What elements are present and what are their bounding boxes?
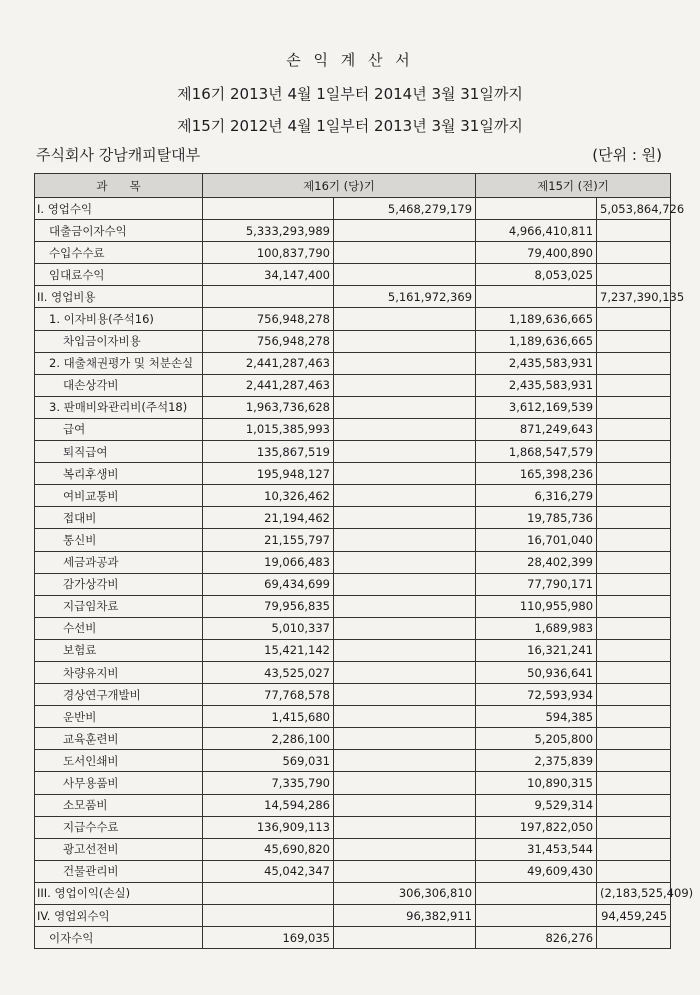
previous-detail-amount: 49,609,430 (476, 860, 597, 882)
previous-total-amount: (2,183,525,409) (597, 882, 671, 904)
current-total-amount (334, 750, 476, 772)
current-detail-amount: 136,909,113 (203, 816, 334, 838)
row-label: 지급임차료 (35, 595, 203, 617)
current-total-amount (334, 441, 476, 463)
current-total-amount (334, 595, 476, 617)
previous-total-amount (597, 860, 671, 882)
previous-detail-amount: 72,593,934 (476, 684, 597, 706)
previous-detail-amount: 165,398,236 (476, 463, 597, 485)
current-detail-amount: 169,035 (203, 927, 334, 949)
current-detail-amount: 569,031 (203, 750, 334, 772)
period-current: 제16기 2013년 4월 1일부터 2014년 3월 31일까지 (177, 85, 523, 103)
current-total-amount (334, 794, 476, 816)
current-detail-amount (203, 882, 334, 904)
current-detail-amount: 1,415,680 (203, 706, 334, 728)
previous-total-amount (597, 485, 671, 507)
current-total-amount (334, 772, 476, 794)
row-label: 교육훈련비 (35, 728, 203, 750)
current-detail-amount (203, 286, 334, 308)
current-detail-amount: 2,286,100 (203, 728, 334, 750)
previous-detail-amount: 4,966,410,811 (476, 220, 597, 242)
table-row (35, 905, 671, 927)
current-detail-amount: 43,525,027 (203, 661, 334, 683)
current-total-amount (334, 264, 476, 286)
previous-total-amount (597, 220, 671, 242)
previous-detail-amount: 50,936,641 (476, 661, 597, 683)
table-row (35, 639, 671, 661)
previous-detail-amount: 19,785,736 (476, 507, 597, 529)
table-row (35, 352, 671, 374)
current-total-amount (334, 661, 476, 683)
previous-total-amount (597, 507, 671, 529)
table-row (35, 264, 671, 286)
current-detail-amount: 2,441,287,463 (203, 374, 334, 396)
table-row (35, 750, 671, 772)
previous-detail-amount: 16,321,241 (476, 639, 597, 661)
table-row (35, 794, 671, 816)
row-label: 사무용품비 (35, 772, 203, 794)
previous-total-amount: 7,237,390,135 (597, 286, 671, 308)
current-total-amount: 306,306,810 (334, 882, 476, 904)
row-label: IV. 영업외수익 (35, 905, 203, 927)
table-row (35, 220, 671, 242)
current-total-amount (334, 927, 476, 949)
current-total-amount (334, 220, 476, 242)
current-total-amount (334, 507, 476, 529)
table-row (35, 507, 671, 529)
income-statement-table (34, 173, 694, 949)
row-label: 건물관리비 (35, 860, 203, 882)
period-previous: 제15기 2012년 4월 1일부터 2013년 3월 31일까지 (177, 117, 523, 135)
current-detail-amount: 21,155,797 (203, 529, 334, 551)
previous-detail-amount: 826,276 (476, 927, 597, 949)
previous-total-amount (597, 396, 671, 418)
current-total-amount (334, 308, 476, 330)
current-detail-amount: 79,956,835 (203, 595, 334, 617)
table-row (35, 529, 671, 551)
previous-detail-amount: 16,701,040 (476, 529, 597, 551)
table-row (35, 396, 671, 418)
table-row (35, 728, 671, 750)
row-label: I. 영업수익 (35, 198, 203, 220)
previous-total-amount (597, 441, 671, 463)
current-detail-amount (203, 198, 334, 220)
previous-total-amount (597, 463, 671, 485)
current-detail-amount: 69,434,699 (203, 573, 334, 595)
previous-total-amount (597, 418, 671, 440)
current-detail-amount: 34,147,400 (203, 264, 334, 286)
previous-detail-amount: 1,189,636,665 (476, 330, 597, 352)
table-row (35, 286, 671, 308)
current-total-amount (334, 617, 476, 639)
row-label: 지급수수료 (35, 816, 203, 838)
row-label: 소모품비 (35, 794, 203, 816)
table-row (35, 860, 671, 882)
current-detail-amount: 7,335,790 (203, 772, 334, 794)
current-total-amount (334, 485, 476, 507)
current-detail-amount: 5,010,337 (203, 617, 334, 639)
current-detail-amount: 756,948,278 (203, 308, 334, 330)
header-current: 제16기 (당)기 (203, 174, 476, 198)
header-subject: 과 목 (35, 174, 203, 198)
row-label: III. 영업이익(손실) (35, 882, 203, 904)
row-label: 감가상각비 (35, 573, 203, 595)
previous-detail-amount: 5,205,800 (476, 728, 597, 750)
previous-total-amount (597, 706, 671, 728)
row-label: 여비교통비 (35, 485, 203, 507)
row-label: II. 영업비용 (35, 286, 203, 308)
previous-total-amount (597, 374, 671, 396)
row-label: 운반비 (35, 706, 203, 728)
current-total-amount (334, 330, 476, 352)
previous-detail-amount (476, 905, 597, 927)
row-label: 차량유지비 (35, 661, 203, 683)
previous-total-amount (597, 529, 671, 551)
row-label: 복리후생비 (35, 463, 203, 485)
current-total-amount (334, 816, 476, 838)
row-label: 광고선전비 (35, 838, 203, 860)
current-total-amount (334, 242, 476, 264)
previous-detail-amount: 2,435,583,931 (476, 352, 597, 374)
current-detail-amount: 45,042,347 (203, 860, 334, 882)
previous-detail-amount (476, 198, 597, 220)
row-label: 보험료 (35, 639, 203, 661)
row-label: 수선비 (35, 617, 203, 639)
table-row (35, 838, 671, 860)
current-detail-amount: 77,768,578 (203, 684, 334, 706)
previous-detail-amount: 2,435,583,931 (476, 374, 597, 396)
previous-total-amount (597, 264, 671, 286)
current-total-amount: 5,468,279,179 (334, 198, 476, 220)
row-label: 통신비 (35, 529, 203, 551)
table-row (35, 242, 671, 264)
current-detail-amount: 14,594,286 (203, 794, 334, 816)
current-detail-amount: 100,837,790 (203, 242, 334, 264)
previous-detail-amount: 1,689,983 (476, 617, 597, 639)
current-detail-amount: 135,867,519 (203, 441, 334, 463)
table-row (35, 198, 671, 220)
previous-detail-amount: 10,890,315 (476, 772, 597, 794)
previous-total-amount (597, 750, 671, 772)
table-row (35, 573, 671, 595)
previous-detail-amount: 197,822,050 (476, 816, 597, 838)
current-total-amount (334, 352, 476, 374)
table-row (35, 706, 671, 728)
table-body (35, 198, 694, 949)
previous-detail-amount: 3,612,169,539 (476, 396, 597, 418)
table-row (35, 485, 671, 507)
document-title: 손 익 계 산 서 (286, 51, 414, 69)
current-total-amount (334, 529, 476, 551)
previous-detail-amount: 110,955,980 (476, 595, 597, 617)
row-label: 세금과공과 (35, 551, 203, 573)
current-detail-amount: 21,194,462 (203, 507, 334, 529)
previous-total-amount (597, 927, 671, 949)
current-total-amount (334, 374, 476, 396)
current-total-amount (334, 396, 476, 418)
previous-detail-amount (476, 286, 597, 308)
table-row (35, 330, 671, 352)
row-label: 도서인쇄비 (35, 750, 203, 772)
current-detail-amount: 195,948,127 (203, 463, 334, 485)
previous-total-amount (597, 728, 671, 750)
previous-total-amount (597, 308, 671, 330)
header-previous: 제15기 (전)기 (476, 174, 671, 198)
current-detail-amount: 2,441,287,463 (203, 352, 334, 374)
previous-total-amount (597, 816, 671, 838)
table-row (35, 374, 671, 396)
table-row (35, 595, 671, 617)
current-total-amount (334, 551, 476, 573)
previous-detail-amount (476, 882, 597, 904)
previous-total-amount (597, 595, 671, 617)
previous-total-amount: 5,053,864,726 (597, 198, 671, 220)
current-detail-amount (203, 905, 334, 927)
table-row (35, 441, 671, 463)
row-label: 대손상각비 (35, 374, 203, 396)
current-total-amount (334, 463, 476, 485)
previous-detail-amount: 2,375,839 (476, 750, 597, 772)
table-row (35, 882, 671, 904)
previous-total-amount (597, 639, 671, 661)
table-row (35, 816, 671, 838)
current-total-amount (334, 684, 476, 706)
current-total-amount: 5,161,972,369 (334, 286, 476, 308)
previous-total-amount (597, 794, 671, 816)
row-label: 3. 판매비와관리비(주석18) (35, 396, 203, 418)
previous-total-amount (597, 617, 671, 639)
table-row (35, 684, 671, 706)
previous-total-amount (597, 242, 671, 264)
unit-label: (단위 : 원) (592, 146, 662, 164)
current-total-amount (334, 838, 476, 860)
previous-total-amount (597, 551, 671, 573)
row-label: 이자수익 (35, 927, 203, 949)
previous-detail-amount: 1,189,636,665 (476, 308, 597, 330)
table-row (35, 418, 671, 440)
current-total-amount: 96,382,911 (334, 905, 476, 927)
row-label: 경상연구개발비 (35, 684, 203, 706)
previous-detail-amount: 79,400,890 (476, 242, 597, 264)
previous-total-amount (597, 330, 671, 352)
current-detail-amount: 19,066,483 (203, 551, 334, 573)
row-label: 급여 (35, 418, 203, 440)
current-total-amount (334, 728, 476, 750)
previous-total-amount (597, 573, 671, 595)
table-row (35, 551, 671, 573)
table-row (35, 927, 671, 949)
current-detail-amount: 15,421,142 (203, 639, 334, 661)
previous-detail-amount: 1,868,547,579 (476, 441, 597, 463)
row-label: 대출금이자수익 (35, 220, 203, 242)
previous-total-amount: 94,459,245 (597, 905, 671, 927)
row-label: 수입수수료 (35, 242, 203, 264)
previous-total-amount (597, 838, 671, 860)
company-name: 주식회사 강남캐피탈대부 (36, 146, 201, 164)
current-total-amount (334, 706, 476, 728)
previous-detail-amount: 31,453,544 (476, 838, 597, 860)
row-label: 퇴직급여 (35, 441, 203, 463)
current-total-amount (334, 573, 476, 595)
current-detail-amount: 5,333,293,989 (203, 220, 334, 242)
current-detail-amount: 1,963,736,628 (203, 396, 334, 418)
current-total-amount (334, 639, 476, 661)
previous-detail-amount: 28,402,399 (476, 551, 597, 573)
previous-detail-amount: 8,053,025 (476, 264, 597, 286)
table-row (35, 308, 671, 330)
table-row (35, 463, 671, 485)
row-label: 임대료수익 (35, 264, 203, 286)
current-detail-amount: 1,015,385,993 (203, 418, 334, 440)
previous-total-amount (597, 661, 671, 683)
previous-total-amount (597, 684, 671, 706)
previous-detail-amount: 871,249,643 (476, 418, 597, 440)
current-total-amount (334, 418, 476, 440)
table-row (35, 661, 671, 683)
current-detail-amount: 756,948,278 (203, 330, 334, 352)
current-detail-amount: 45,690,820 (203, 838, 334, 860)
table-header-row (35, 174, 671, 198)
row-label: 2. 대출채권평가 및 처분손실 (35, 352, 203, 374)
table-row (35, 772, 671, 794)
row-label: 차입금이자비용 (35, 330, 203, 352)
previous-total-amount (597, 352, 671, 374)
previous-detail-amount: 6,316,279 (476, 485, 597, 507)
row-label: 1. 이자비용(주석16) (35, 308, 203, 330)
row-label: 접대비 (35, 507, 203, 529)
current-total-amount (334, 860, 476, 882)
current-detail-amount: 10,326,462 (203, 485, 334, 507)
previous-detail-amount: 594,385 (476, 706, 597, 728)
previous-detail-amount: 77,790,171 (476, 573, 597, 595)
table-row (35, 617, 671, 639)
previous-total-amount (597, 772, 671, 794)
previous-detail-amount: 9,529,314 (476, 794, 597, 816)
